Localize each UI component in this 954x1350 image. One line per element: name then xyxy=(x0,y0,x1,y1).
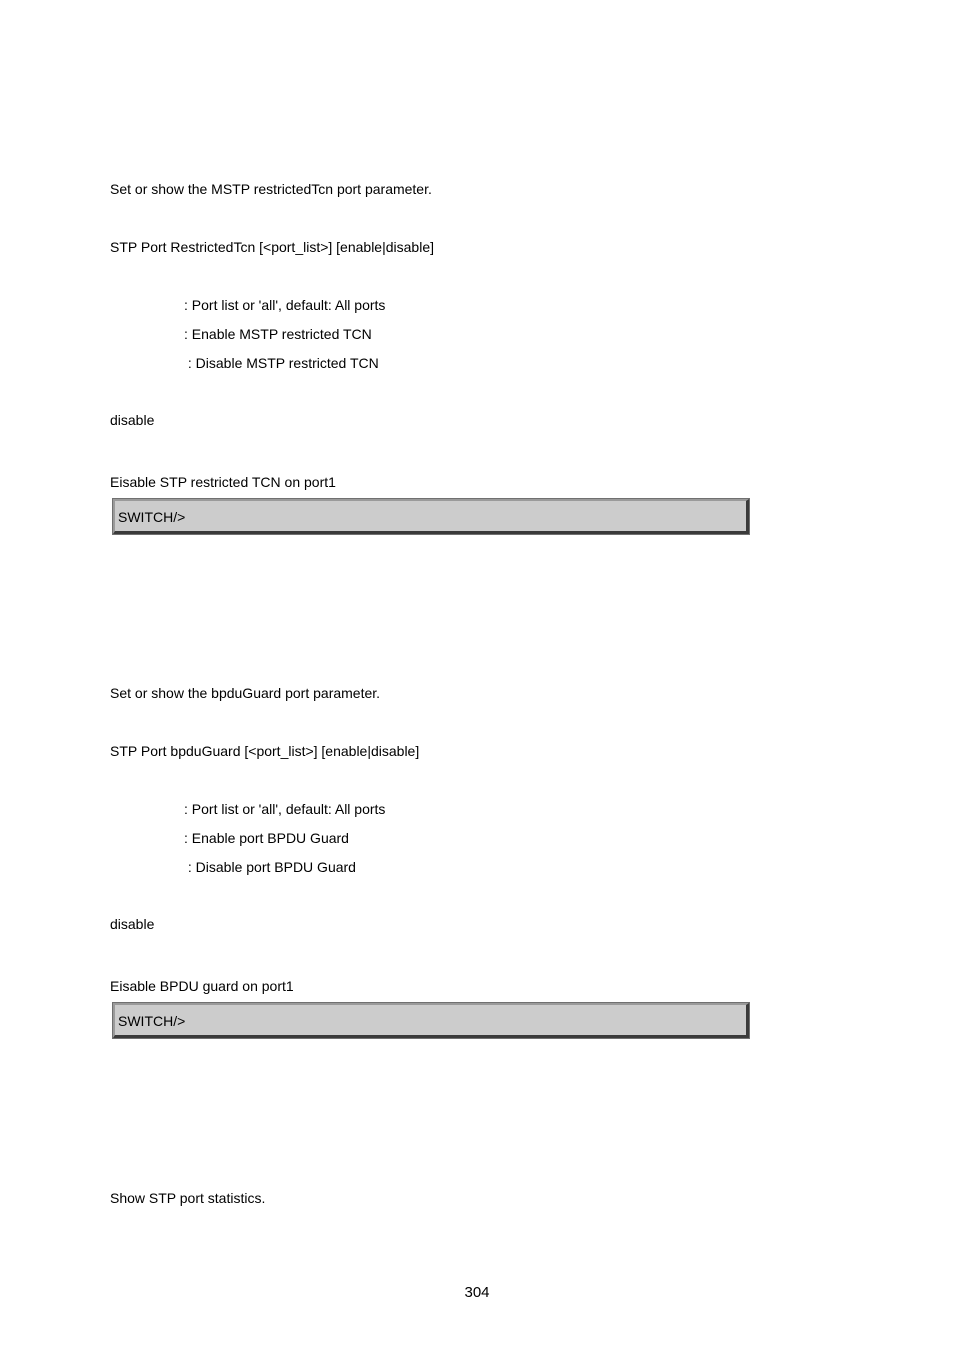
bpduguard-param-enable: : Enable port BPDU Guard xyxy=(184,830,349,846)
restrictedtcn-default-value: disable xyxy=(110,412,155,428)
bpduguard-description: Set or show the bpduGuard port parameter. xyxy=(110,685,381,701)
restrictedtcn-example-text: Eisable STP restricted TCN on port1 xyxy=(110,474,336,490)
bpduguard-default-value: disable xyxy=(110,916,155,932)
bpduguard-param-disable: : Disable port BPDU Guard xyxy=(184,859,356,875)
restrictedtcn-description: Set or show the MSTP restrictedTcn port parameter. xyxy=(110,181,432,197)
restrictedtcn-param-disable: : Disable MSTP restricted TCN xyxy=(184,355,379,371)
bpduguard-example-text: Eisable BPDU guard on port1 xyxy=(110,978,294,994)
bpduguard-example-command-box xyxy=(113,1003,749,1038)
page-number: 304 xyxy=(464,1284,490,1301)
restrictedtcn-example-command-box xyxy=(113,499,749,534)
bpduguard-syntax: STP Port bpduGuard [<port_list>] [enable|disable] xyxy=(110,743,420,759)
bpduguard-param-port-list: : Port list or 'all', default: All ports xyxy=(184,801,386,817)
restrictedtcn-param-port-list: : Port list or 'all', default: All ports xyxy=(184,297,386,313)
restrictedtcn-param-enable: : Enable MSTP restricted TCN xyxy=(184,326,372,342)
restrictedtcn-syntax: STP Port RestrictedTcn [<port_list>] [enable|disable] xyxy=(110,239,434,255)
restrictedtcn-example-command: SWITCH/> xyxy=(118,509,186,525)
bpduguard-example-command: SWITCH/> xyxy=(118,1013,186,1029)
statistics-description: Show STP port statistics. xyxy=(110,1190,266,1206)
